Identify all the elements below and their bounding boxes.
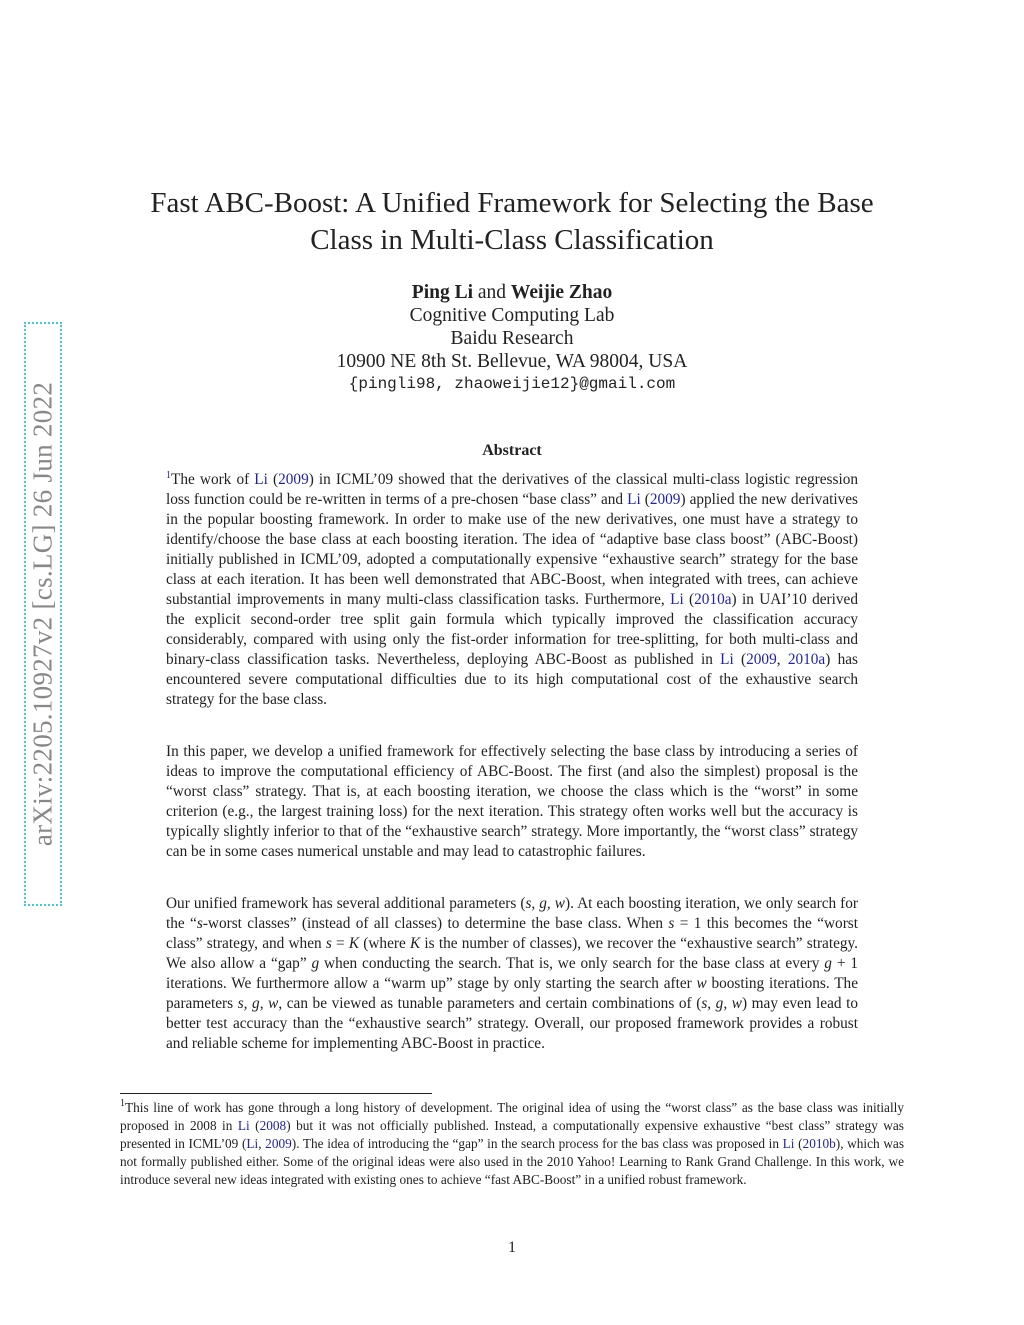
paper-title [130,185,894,259]
abstract-paragraph-1 [166,470,858,710]
text-span: , can be viewed as tunable parameters and certain combinations of ( [278,995,702,1012]
author-1: Ping Li [411,282,474,303]
text-span: boosting iterations. The parameters [166,975,858,1012]
abstract-heading: Abstract [482,442,542,459]
text-span: ( [683,591,695,608]
math-params: s, g, w [701,995,742,1012]
footnote-number: 1 [120,1098,125,1109]
text-span: Our unified framework has several additional parameters ( [166,895,526,912]
text-span: ). At each boosting iteration, we only search for the “ [166,895,858,932]
text-span: = 1 this becomes the “worst class” strategy, and when [166,915,858,952]
math-var: s [196,915,203,932]
math-var: K [348,935,360,952]
text-span: ), which was not formally published either. Some of the original ideas were also used in the 2010 Yahoo! Learning to Rank Grand Challenge. In this work, we introduce several new ideas integrated with existing ones to achieve “fast ABC-Boost” in a unified robust framework. [120,1136,904,1187]
text-span: ( [267,471,279,488]
title-line-2: Class in Multi-Class Classification [310,224,714,256]
math-params: s, g, w [525,895,565,912]
citation-link[interactable]: Li [782,1136,795,1151]
text-span: ( [640,491,650,508]
citation-link[interactable]: 2009 [278,471,309,488]
author-block [212,281,812,396]
text-span: ) has encountered severe computational difficulties due to its high computational cost of the exhaustive search strategy for the base class. [166,651,858,708]
footnote-rule [120,1093,432,1094]
text-span: ) but it was not officially published. Instead, a computationally expensive exhaustive “best class” strategy was presented in ICML’09 ( [120,1118,904,1151]
citation-link[interactable]: 2009 [649,491,681,508]
paragraph-text: In this paper, we develop a unified framework for effectively selecting the base class by introducing a series of ideas to improve the computational efficiency of ABC-Boost. The first (and also the simplest) proposal is the “worst class” strategy. That is, at each boosting iteration, we choose the class which is the “worst” in some criterion (e.g., the largest training loss) for the next iteration. This strategy often works well but the accuracy is typically slightly inferior to that of the “exhaustive search” strategy. More importantly, the “worst class” strategy can be in some cases numerical unstable and may lead to catastrophic failures. [166,743,858,860]
citation-link[interactable]: Li [670,591,684,608]
text-span: ) in UAI’10 derived the explicit second-order tree split gain formula which typically improved the classification accuracy considerably, compared with using only the fist-order information for tree-splitting, for both multi-class and binary-class classification tasks. Nevertheless, deploying ABC-Boost as published in [166,591,858,668]
text-span: ) may even lead to better test accuracy than the “exhaustive search” strategy. Overall, our proposed framework provides a robust and reliable scheme for implementing ABC-Boost in practice. [166,995,858,1052]
author-names [212,281,812,304]
text-span: ( [249,1118,260,1133]
citation-link[interactable]: 2008 [259,1118,287,1133]
text-span: The work of [171,471,255,488]
text-span: ) applied the new derivatives in the popular boosting framework. In order to make use of the new derivatives, one must have a strategy to identify/choose the base class at each boosting iteration. The idea of “adaptive base class boost” (ABC-Boost) initially published in ICML’09, adopted a computationally expensive “exhaustive search” strategy for the base class at each iteration. It has been well demonstrated that ABC-Boost, when integrated with trees, can achieve substantial improvements in many multi-class classification tasks. Furthermore, [166,491,859,608]
citation-link[interactable]: 2010a [694,591,732,608]
citation-link[interactable]: Li [627,491,641,508]
citation-link[interactable]: 2010a [787,651,826,668]
affiliation: Cognitive Computing Lab [409,305,615,326]
math-var: w [696,975,707,992]
abstract-paragraph-3 [166,894,858,1054]
text-span: = [331,935,349,952]
text-span: is the number of classes), we recover the “exhaustive search” strategy. We also allow a “gap” [166,935,858,972]
footnote [120,1099,904,1189]
text-span: (where [359,935,410,952]
citation-link[interactable]: 2009 [746,651,777,668]
author-2: Weijie Zhao [510,282,613,303]
citation-link[interactable]: Li [720,651,734,668]
author-conjunction: and [477,282,507,303]
text-span: , [258,1136,266,1151]
citation-link[interactable]: 2010b [802,1136,836,1151]
math-var: g [311,955,320,972]
citation-link[interactable]: Li [254,471,268,488]
organization: Baidu Research [450,328,574,349]
arxiv-identifier-text: arXiv:2205.10927v2 [cs.LG] 26 Jun 2022 [27,381,58,847]
text-span: This line of work has gone through a long history of development. The original idea of using the “worst class” as the base class was initially proposed in 2008 in [120,1100,904,1133]
citation-link[interactable]: Li [237,1118,250,1133]
text-span: , [776,651,788,668]
page-number: 1 [508,1239,516,1256]
math-var: g [824,955,832,972]
math-var: K [409,935,421,952]
text-span: ) in ICML’09 showed that the derivatives of the classical multi-class logistic regression loss function could be re-written in terms of a pre-chosen “base class” and [166,471,859,508]
arxiv-identifier-stamp[interactable] [24,322,62,906]
math-params: s, g, w [237,995,279,1012]
abstract-paragraph-2 [166,742,858,862]
text-span: ( [794,1136,803,1151]
text-span: -worst classes” (instead of all classes) to determine the base class. When [202,915,669,932]
footnote-marker-link[interactable]: 1 [166,470,171,481]
text-span: ). The idea of introducing the “gap” in the search process for the bas class was proposed in [291,1136,783,1151]
math-var: s [668,915,675,932]
author-emails: {pingli98, zhaoweijie12}@gmail.com [348,375,676,393]
address: 10900 NE 8th St. Bellevue, WA 98004, USA [336,351,688,372]
math-var: s [325,935,332,952]
title-line-1: Fast ABC-Boost: A Unified Framework for Selecting the Base [150,187,874,219]
text-span: when conducting the search. That is, we only search for the base class at every [319,955,825,972]
text-span: + 1 iterations. We furthermore allow a “warm up” stage by only starting the search after [166,955,858,992]
citation-link[interactable]: Li [246,1136,259,1151]
text-span: ( [733,651,747,668]
citation-link[interactable]: 2009 [265,1136,292,1151]
